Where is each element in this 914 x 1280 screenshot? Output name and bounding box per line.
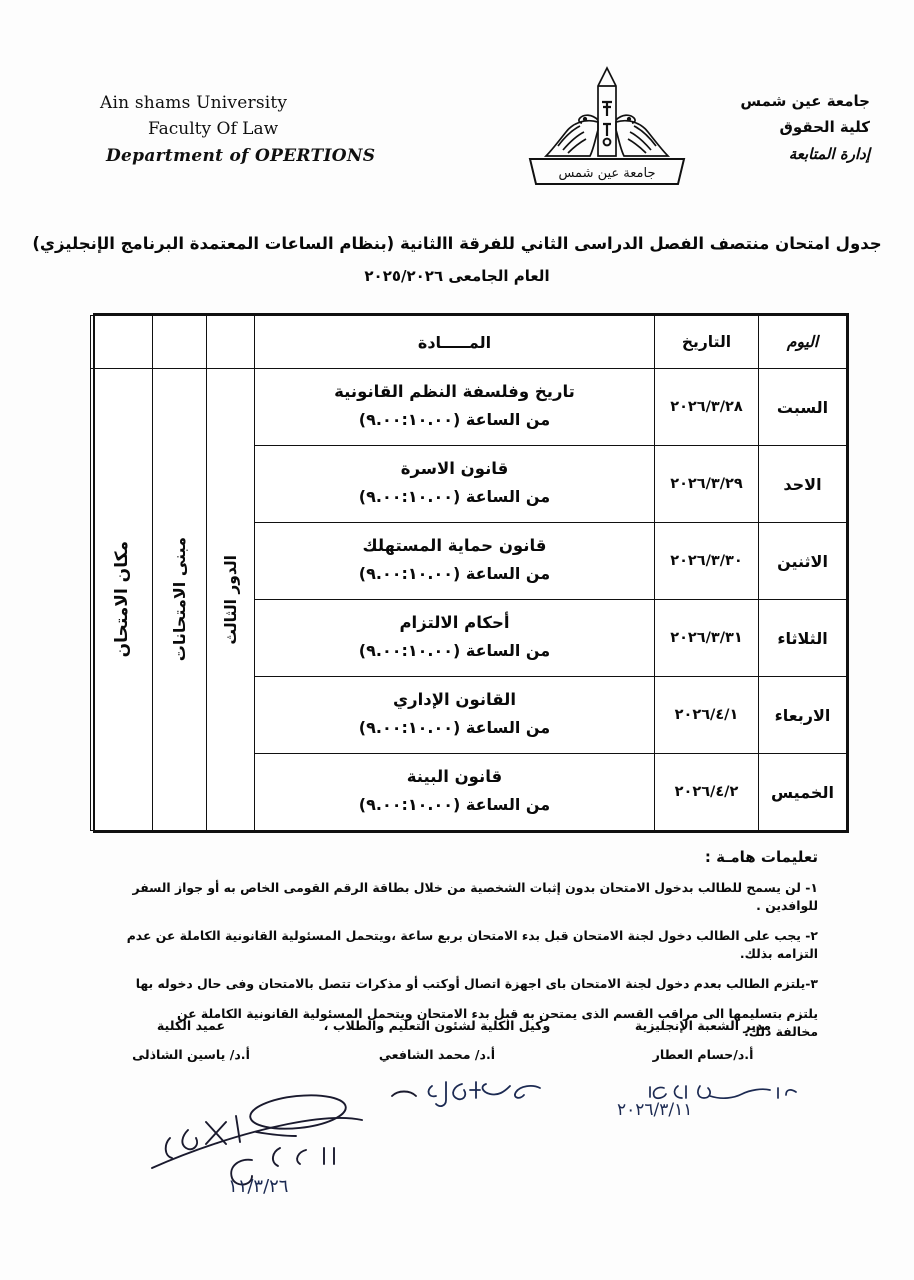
- university-name-en: Ain shams University: [100, 93, 288, 113]
- subject-name: قانون حماية المستهلك: [362, 536, 547, 556]
- cell-subject: [255, 523, 655, 600]
- column-header-building-spacer: [153, 316, 207, 369]
- document-header: [0, 58, 914, 193]
- faculty-name-ar: كلية الحقوق: [779, 118, 870, 137]
- cell-day: الخميس: [759, 754, 847, 831]
- cell-date: ٢٠٢٦/٣/٢٨: [655, 369, 759, 446]
- column-header-place-spacer: [91, 316, 153, 369]
- instructions-title: تعليمات هامـة :: [704, 848, 818, 866]
- subject-time: من الساعة (٩.٠٠:١٠.٠٠): [358, 718, 551, 738]
- handwritten-date-right: ٢٠٢٦/٣/١١: [617, 1100, 693, 1120]
- logo-caption: جامعة عين شمس: [558, 166, 656, 181]
- cell-day: السبت: [759, 369, 847, 446]
- signature-role-2: وكيل الكلية لشئون التعليم والطلاب ،: [323, 1018, 551, 1033]
- cell-day: الاحد: [759, 446, 847, 523]
- important-instructions: [96, 848, 818, 1045]
- column-header-date: التاريخ: [655, 316, 759, 369]
- cell-vertical-label-building: [153, 369, 207, 831]
- cell-subject: [255, 446, 655, 523]
- vertical-label-place: مكان الامتحان: [111, 541, 132, 658]
- academic-year: العام الجامعى ٢٠٢٥/٢٠٢٦: [364, 266, 550, 285]
- signature-role-1: مدير الشعبة الإنجليزية: [634, 1018, 772, 1033]
- cell-day: الثلاثاء: [759, 600, 847, 677]
- header-arabic-block: [680, 88, 870, 167]
- document-title-block: [0, 232, 914, 287]
- cell-date: ٢٠٢٦/٣/٢٩: [655, 446, 759, 523]
- column-header-floor-spacer: [207, 316, 255, 369]
- instruction-item-3: ٣-يلتزم الطالب بعدم دخول لجنة الامتحان باى اجهزة اتصال أوكتب أو مذكرات تتصل بالامتحان وفى حال دخوله بها: [135, 975, 818, 991]
- university-logo: [512, 60, 702, 190]
- table-row: [91, 369, 847, 446]
- university-name-ar: جامعة عين شمس: [740, 92, 870, 110]
- cell-subject: [255, 369, 655, 446]
- department-name-ar: إدارة المتابعة: [788, 144, 870, 163]
- department-name-en: Department of OPERTIONS: [106, 145, 376, 166]
- cell-subject: [255, 677, 655, 754]
- header-english-block: [100, 90, 430, 170]
- cell-date: ٢٠٢٦/٣/٣٠: [655, 523, 759, 600]
- subject-time: من الساعة (٩.٠٠:١٠.٠٠): [358, 795, 551, 815]
- cell-subject: [255, 754, 655, 831]
- subject-time: من الساعة (٩.٠٠:١٠.٠٠): [358, 564, 551, 584]
- subject-name: قانون الاسرة: [400, 459, 509, 479]
- subject-time: من الساعة (٩.٠٠:١٠.٠٠): [358, 410, 551, 430]
- instruction-item-2: ٢- يجب على الطالب دخول لجنة الامتحان قبل بدء الامتحان بربع ساعة ،ويتحمل المسئولية القانونية الكاملة عن عدم التزامه بذلك.: [126, 927, 818, 961]
- cell-day: الاثنين: [759, 523, 847, 600]
- column-header-day: اليوم: [759, 316, 847, 369]
- instruction-item-1: ١- لن يسمح للطالب بدخول الامتحان بدون إثبات الشخصية من خلال بطاقة الرقم القومى الخاص به أو جواز السفر للوافدين .: [132, 880, 818, 913]
- signature-name-2: أ.د/ محمد الشافعي: [378, 1047, 496, 1062]
- instruction-continuation: يلتزم بتسليمها الى مراقب القسم الذى يمتحن به قبل بدء الامتحان ويتحمل المسئولية القانونية الكاملة عن مخالفة ذلك.: [177, 1005, 818, 1039]
- handwritten-signature-middle: [392, 1076, 562, 1114]
- exam-schedule-table: [93, 313, 849, 833]
- signature-block-dean: [96, 1018, 286, 1062]
- handwritten-signature-left: [148, 1086, 448, 1210]
- cell-day: الاربعاء: [759, 677, 847, 754]
- cell-vertical-label-floor: [207, 369, 255, 831]
- signature-name-1: أ.د/حسام العطار: [652, 1047, 754, 1062]
- column-header-subject: المـــــادة: [255, 316, 655, 369]
- cell-vertical-label-place: [91, 369, 153, 831]
- page-title: جدول امتحان منتصف الفصل الدراسى الثاني للفرقة االثانية (بنظام الساعات المعتمدة البرنامج الإنجليزي): [32, 234, 882, 253]
- cell-subject: [255, 600, 655, 677]
- subject-name: تاريخ وفلسفة النظم القانونية: [334, 382, 575, 402]
- vertical-label-building: مبنى الامتحانات: [170, 537, 189, 662]
- subject-name: أحكام الالتزام: [399, 613, 510, 633]
- cell-date: ٢٠٢٦/٣/٣١: [655, 600, 759, 677]
- handwritten-date-left: ١١/٣/٢٦: [228, 1176, 289, 1197]
- signature-block-english-section-head: [588, 1018, 818, 1062]
- subject-time: من الساعة (٩.٠٠:١٠.٠٠): [358, 487, 551, 507]
- subject-time: من الساعة (٩.٠٠:١٠.٠٠): [358, 641, 551, 661]
- signature-block-vice-dean: [307, 1018, 567, 1062]
- faculty-name-en: Faculty Of Law: [148, 119, 279, 140]
- signature-name-3: أ.د/ ياسين الشاذلى: [132, 1047, 250, 1062]
- subject-name: قانون البينة: [406, 767, 503, 787]
- table-header-row: [91, 316, 847, 369]
- subject-name: القانون الإداري: [393, 690, 516, 710]
- cell-date: ٢٠٢٦/٤/٢: [655, 754, 759, 831]
- signature-role-3: عميد الكلية: [156, 1018, 226, 1033]
- signature-section: [96, 1018, 818, 1062]
- cell-date: ٢٠٢٦/٤/١: [655, 677, 759, 754]
- vertical-label-floor: الدور الثالث: [221, 554, 240, 645]
